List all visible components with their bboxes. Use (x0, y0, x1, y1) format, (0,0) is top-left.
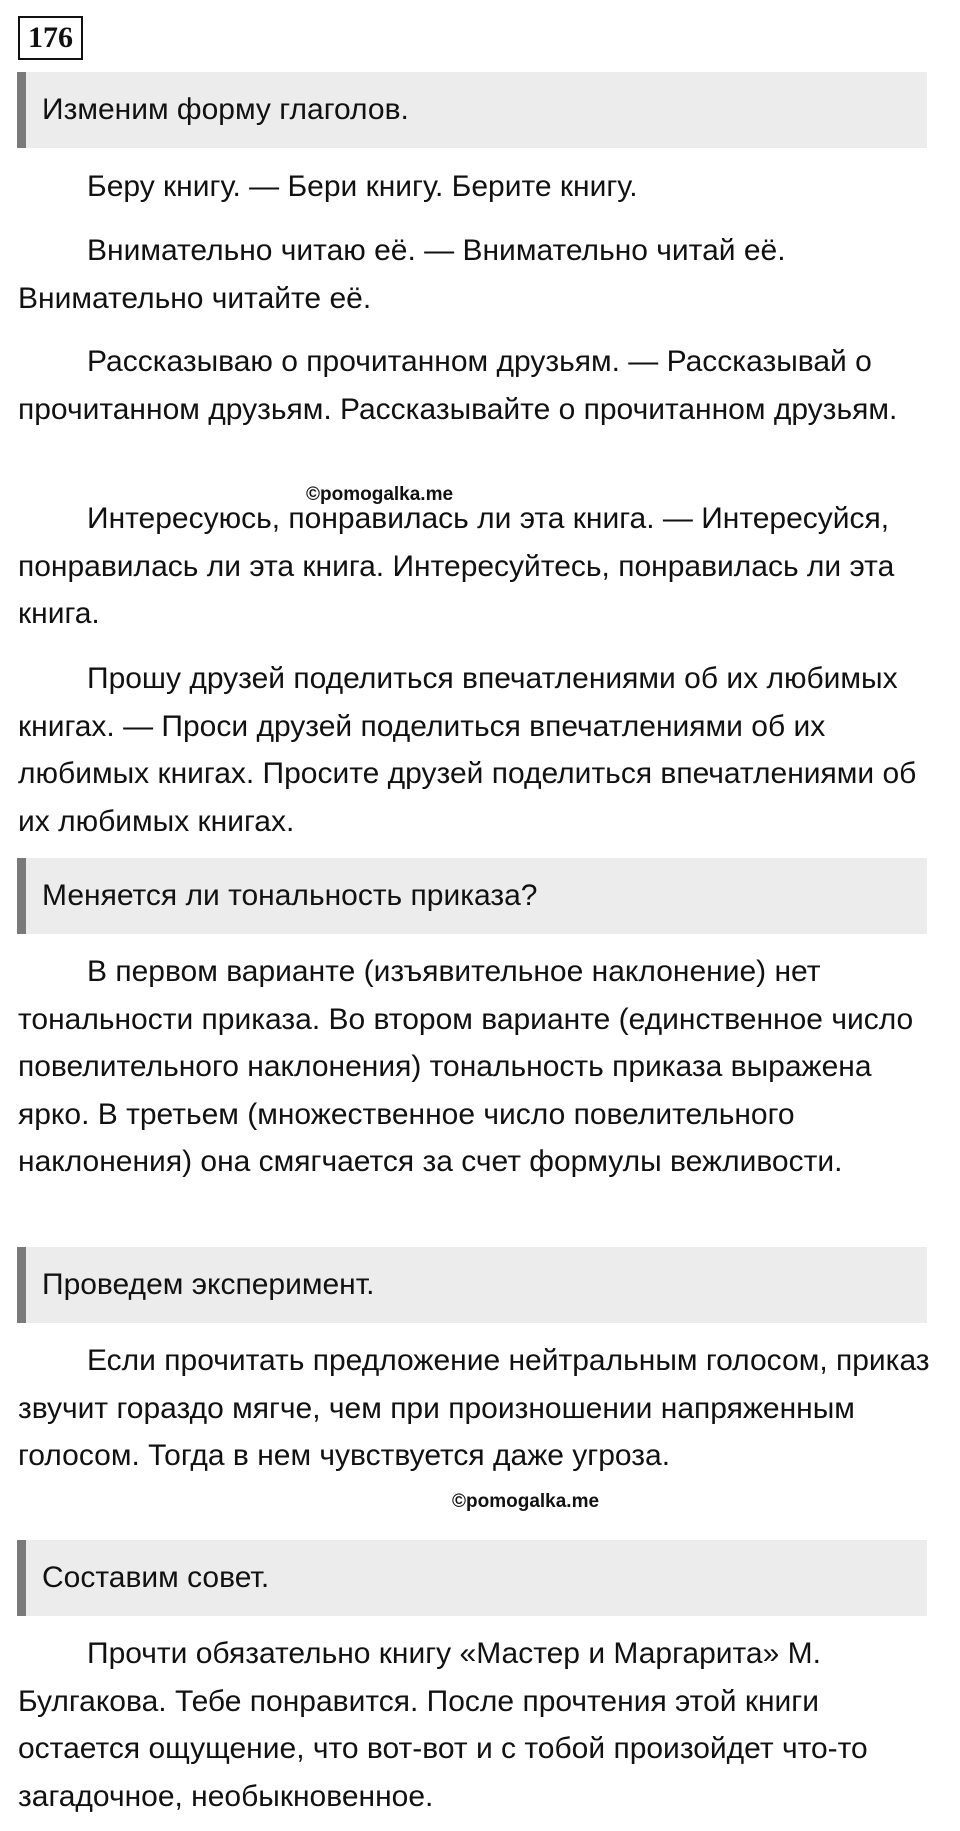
watermark: ©pomogalka.me (306, 484, 454, 505)
paragraph-6: В первом варианте (изъявительное наклонение) нет тональности приказа. Во втором варианте (единственное число повелительного наклонения) тональность приказа выражена ярко. В третьем (множественное число повелительного наклонения) она смягчается за счет формулы вежливости. (18, 955, 914, 1178)
section-heading-advice: Составим совет. (17, 1540, 927, 1616)
section-heading-order-tonality: Меняется ли тональность приказа? (17, 858, 927, 934)
paragraph-4: Интересуюсь, понравилась ли эта книга. — Интересуйся, понравилась ли эта книга. Интересуйтесь, понравилась ли эта книга. (18, 502, 895, 630)
section-heading-experiment: Проведем эксперимент. (17, 1247, 927, 1323)
paragraph-8: Прочти обязательно книгу «Мастер и Маргарита» М. Булгакова. Тебе понравится. После прочтения этой книги остается ощущение, что вот-вот и с тобой произойдет что-то загадочное, необыкновенное. (18, 1637, 868, 1813)
paragraph-5: Прошу друзей поделиться впечатлениями об их любимых книгах. — Проси друзей поделиться впечатлениями об их любимых книгах. Просите друзей поделиться впечатлениями об их любимых книгах. (18, 662, 917, 838)
paragraph-2: Внимательно читаю её. — Внимательно читай её. Внимательно читайте её. (18, 234, 786, 315)
section-heading-verb-forms: Изменим форму глаголов. (17, 72, 927, 148)
paragraph-7: Если прочитать предложение нейтральным голосом, приказ звучит гораздо мягче, чем при произношении напряженным голосом. Тогда в нем чувствуется даже угроза. (18, 1344, 930, 1472)
paragraph-1: Беру книгу. — Бери книгу. Берите книгу. (87, 170, 638, 203)
watermark: ©pomogalka.me (452, 1491, 600, 1512)
task-number-box: 176 (18, 16, 83, 60)
paragraph-3: Рассказываю о прочитанном друзьям. — Рассказывай о прочитанном друзьям. Рассказывайте о прочитанном друзьям. (18, 345, 898, 426)
